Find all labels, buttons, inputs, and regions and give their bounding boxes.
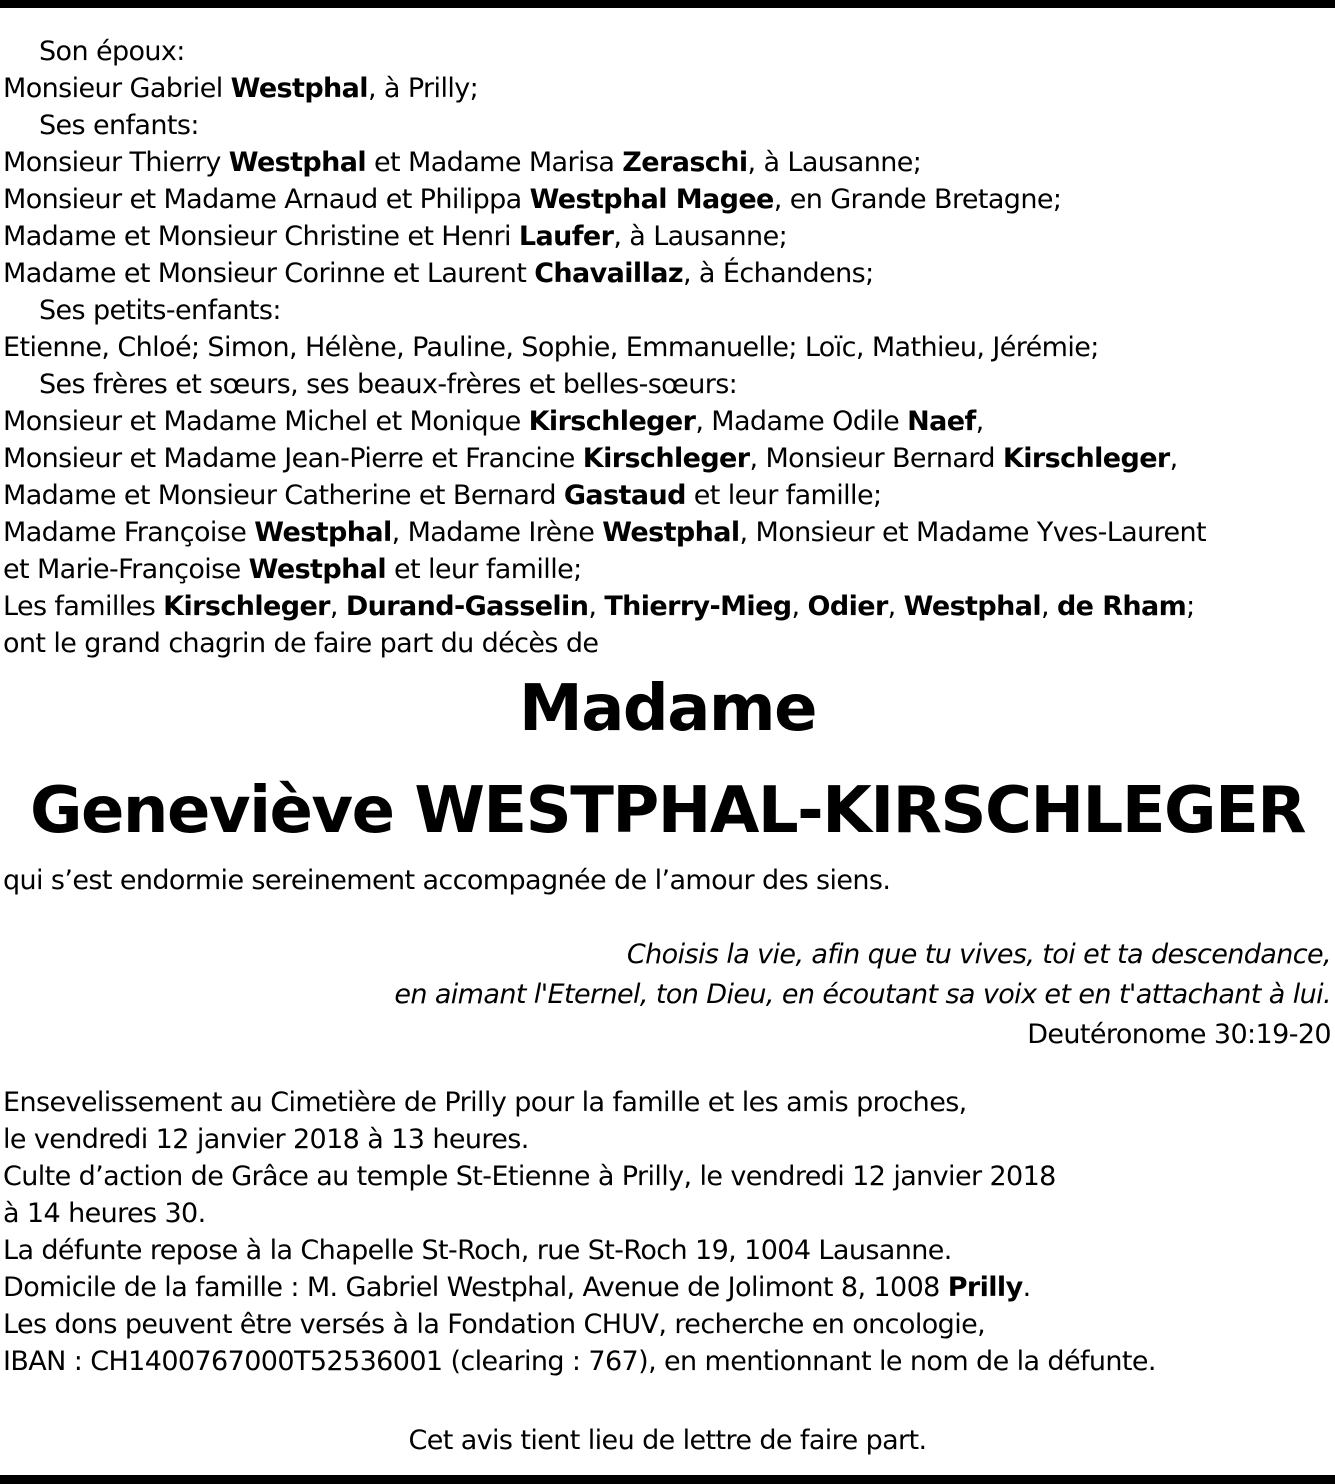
info-line: Ensevelissement au Cimetière de Prilly pour la famille et les amis proches,	[3, 1087, 967, 1118]
families-line: Les familles Kirschleger, Durand-Gasselin, Thierry-Mieg, Odier, Westphal, de Rham;	[3, 591, 1195, 622]
grandchildren-heading: Ses petits-enfants:	[39, 295, 281, 326]
info-line: IBAN : CH1400767000T52536001 (clearing : 767), en mentionnant le nom de la défunte.	[3, 1346, 1156, 1377]
family-list	[3, 33, 1333, 662]
announcement-line: ont le grand chagrin de faire part du décès de	[3, 628, 599, 659]
info-line: Domicile de la famille : M. Gabriel Westphal, Avenue de Jolimont 8, 1008 Prilly.	[3, 1272, 1031, 1303]
child-line: Madame et Monsieur Christine et Henri Laufer, à Lausanne;	[3, 221, 788, 252]
info-line: le vendredi 12 janvier 2018 à 13 heures.	[3, 1124, 529, 1155]
quote-line: en aimant l'Eternel, ton Dieu, en écoutant sa voix et en t'attachant à lui.	[394, 979, 1331, 1010]
sibling-line: et Marie-Françoise Westphal et leur famille;	[3, 554, 582, 585]
info-line: Les dons peuvent être versés à la Fondation CHUV, recherche en oncologie,	[3, 1309, 986, 1340]
bottom-rule	[0, 1475, 1335, 1484]
top-rule	[0, 0, 1335, 8]
info-line: Culte d’action de Grâce au temple St-Etienne à Prilly, le vendredi 12 janvier 2018	[3, 1161, 1056, 1192]
child-line: Madame et Monsieur Corinne et Laurent Chavaillaz, à Échandens;	[3, 258, 874, 289]
husband-line: Monsieur Gabriel Westphal, à Prilly;	[3, 73, 479, 104]
deceased-title: Madame	[519, 672, 816, 746]
ceremony-info	[3, 1084, 1156, 1380]
sibling-line: Madame et Monsieur Catherine et Bernard Gastaud et leur famille;	[3, 480, 882, 511]
sibling-line: Monsieur et Madame Michel et Monique Kirschleger, Madame Odile Naef,	[3, 406, 984, 437]
after-name-line: qui s’est endormie sereinement accompagnée de l’amour des siens.	[3, 865, 891, 896]
info-line: à 14 heures 30.	[3, 1198, 206, 1229]
quote-line: Choisis la vie, afin que tu vives, toi et ta descendance,	[626, 939, 1331, 970]
info-line: La défunte repose à la Chapelle St-Roch, rue St-Roch 19, 1004 Lausanne.	[3, 1235, 952, 1266]
bible-quote	[394, 935, 1331, 1055]
grandchildren-line: Etienne, Chloé; Simon, Hélène, Pauline, Sophie, Emmanuelle; Loïc, Mathieu, Jérémie;	[3, 332, 1099, 363]
sibling-line: Madame Françoise Westphal, Madame Irène Westphal, Monsieur et Madame Yves-Laurent	[3, 517, 1207, 548]
closing-line: Cet avis tient lieu de lettre de faire part.	[408, 1425, 927, 1456]
deceased-name: Geneviève WESTPHAL-KIRSCHLEGER	[29, 774, 1306, 848]
quote-source: Deutéronome 30:19-20	[1027, 1019, 1331, 1050]
children-heading: Ses enfants:	[39, 110, 199, 141]
husband-heading: Son époux:	[39, 36, 185, 67]
sibling-line: Monsieur et Madame Jean-Pierre et Francine Kirschleger, Monsieur Bernard Kirschleger,	[3, 443, 1178, 474]
child-line: Monsieur et Madame Arnaud et Philippa Westphal Magee, en Grande Bretagne;	[3, 184, 1062, 215]
child-line: Monsieur Thierry Westphal et Madame Marisa Zeraschi, à Lausanne;	[3, 147, 922, 178]
siblings-heading: Ses frères et sœurs, ses beaux-frères et belles-sœurs:	[39, 369, 738, 400]
